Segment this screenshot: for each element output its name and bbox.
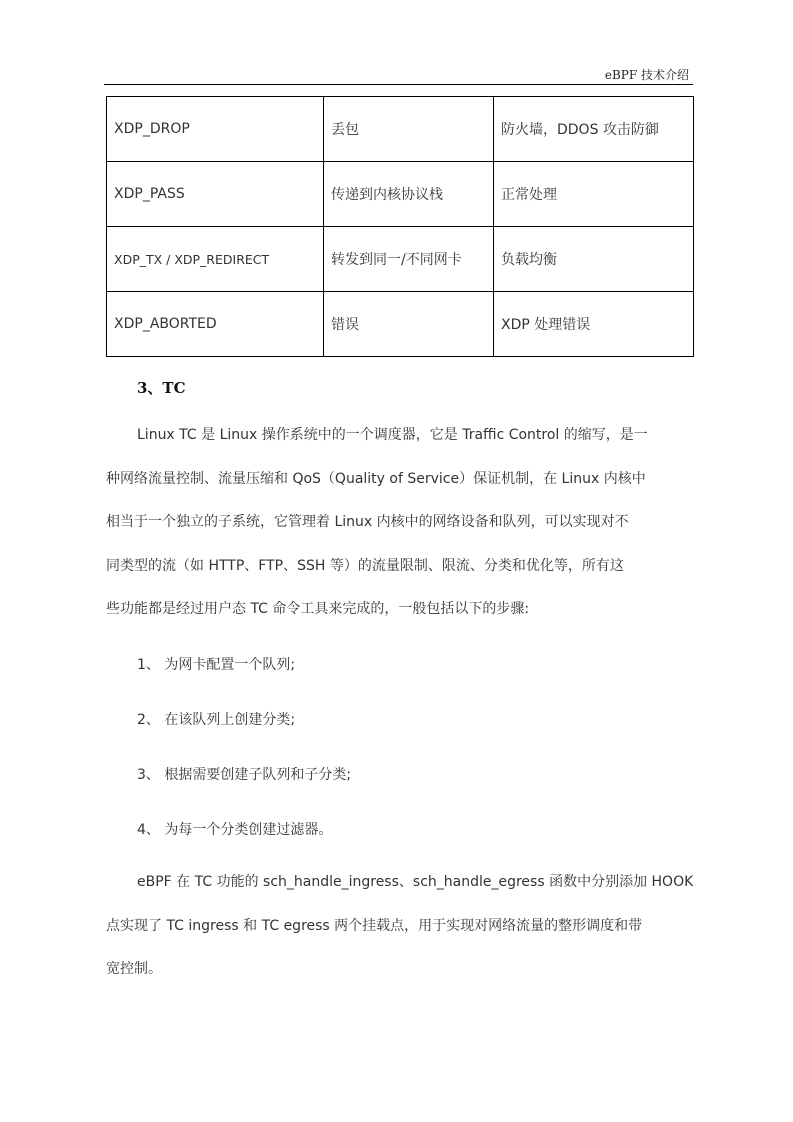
table-cell: XDP 处理错误 (494, 292, 694, 357)
ebpf-tc-paragraph (106, 861, 693, 992)
list-item: 3、 根据需要创建子队列和子分类; (137, 767, 352, 783)
table-cell: XDP_ABORTED (107, 292, 324, 357)
table-cell: 传递到内核协议栈 (324, 162, 494, 227)
tc-intro-paragraph (106, 414, 693, 632)
header-divider (104, 84, 693, 85)
table-row (107, 97, 694, 162)
list-item: 4、 为每一个分类创建过滤器。 (137, 822, 333, 838)
xdp-actions-table (106, 96, 694, 357)
paragraph-line: eBPF 在 TC 功能的 sch_handle_ingress、sch_handle_egress 函数中分别添加 HOOK (137, 874, 693, 890)
paragraph-line: 种网络流量控制、流量压缩和 QoS（Quality of Service）保证机制，在 Linux 内核中 (106, 470, 646, 487)
list-item: 1、 为网卡配置一个队列; (137, 657, 296, 673)
table-cell: XDP_TX / XDP_REDIRECT (107, 227, 324, 292)
section-heading: 3、TC (137, 379, 186, 397)
table-cell: 防火墙，DDOS 攻击防御 (494, 97, 694, 162)
table-cell: XDP_DROP (107, 97, 324, 162)
table-cell: 负载均衡 (494, 227, 694, 292)
paragraph-line: 同类型的流（如 HTTP、FTP、SSH 等）的流量限制、限流、分类和优化等，所有这 (106, 557, 624, 574)
list-item: 2、 在该队列上创建分类; (137, 712, 296, 728)
paragraph-line: 宽控制。 (106, 961, 162, 977)
table-cell: 正常处理 (494, 162, 694, 227)
table-row (107, 292, 694, 357)
page-header-title: eBPF 技术介绍 (604, 68, 689, 82)
table-cell: XDP_PASS (107, 162, 324, 227)
table-cell: 转发到同一/不同网卡 (324, 227, 494, 292)
paragraph-line: 些功能都是经过用户态 TC 命令工具来完成的，一般包括以下的步骤: (106, 601, 530, 617)
paragraph-line: 相当于一个独立的子系统，它管理着 Linux 内核中的网络设备和队列，可以实现对不 (106, 514, 629, 530)
table-cell: 错误 (324, 292, 494, 357)
table-cell: 丢包 (324, 97, 494, 162)
table-row (107, 227, 694, 292)
paragraph-line: Linux TC 是 Linux 操作系统中的一个调度器，它是 Traffic Control 的缩写，是一 (137, 427, 648, 443)
paragraph-line: 点实现了 TC ingress 和 TC egress 两个挂载点，用于实现对网络流量的整形调度和带 (106, 917, 643, 934)
table-row (107, 162, 694, 227)
